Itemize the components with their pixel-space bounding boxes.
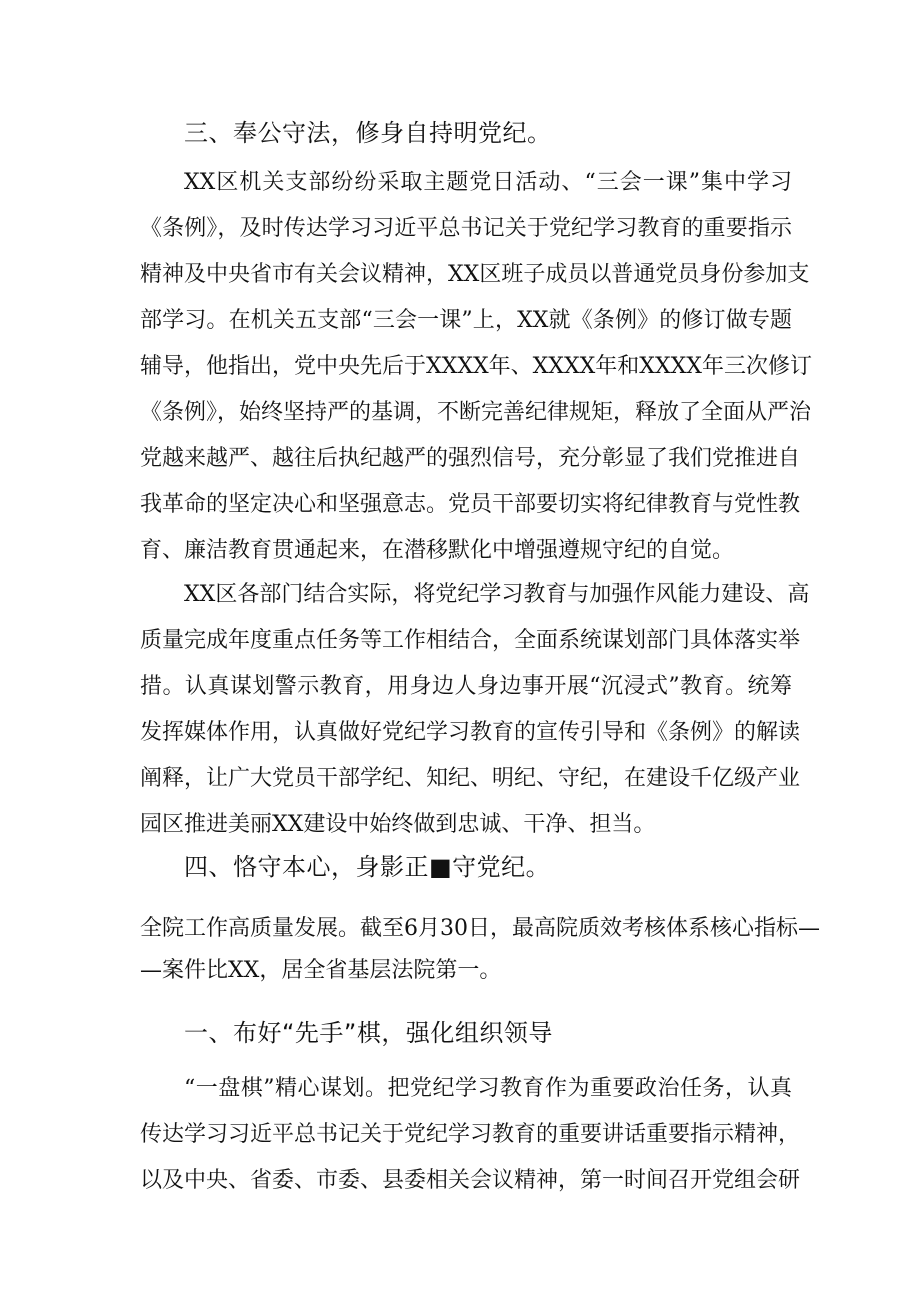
paragraph-line: 育、廉洁教育贯通起来，在潜移默化中增强遵规守纪的自觉。: [140, 538, 735, 563]
section-heading-1: 一、布好“先手”棋，强化组织领导: [184, 1019, 553, 1047]
paragraph-3: [140, 908, 820, 992]
paragraph-line: XX区机关支部纷纷采取主题党日活动、“三会一课”集中学习: [184, 170, 792, 195]
paragraph-1: [140, 160, 812, 574]
paragraph-line: 辅导，他指出，党中央先后于XXXX年、XXXX年和XXXX年三次修订: [140, 354, 812, 379]
paragraph-line: —案件比XX，居全省基层法院第一。: [140, 958, 502, 983]
paragraph-line: 园区推进美丽XX建设中始终做到忠诚、干净、担当。: [140, 812, 656, 837]
paragraph-line: 质量完成年度重点任务等工作相结合，全面系统谋划部门具体落实举: [140, 628, 801, 653]
paragraph-2: [140, 572, 810, 848]
paragraph-4: [140, 1066, 801, 1204]
paragraph-line: 党越来越严、越往后执纪越严的强烈信号，充分彰显了我们党推进自: [140, 446, 801, 471]
paragraph-line: “一盘棋”精心谋划。把党纪学习教育作为重要政治任务，认真: [184, 1076, 792, 1101]
paragraph-line: 全院工作高质量发展。截至6月30日，最高院质效考核体系核心指标—: [140, 916, 820, 941]
paragraph-line: 精神及中央省市有关会议精神，XX区班子成员以普通党员身份参加支: [140, 262, 810, 287]
paragraph-line: 我革命的坚定决心和坚强意志。党员干部要切实将纪律教育与党性教: [140, 492, 801, 517]
paragraph-line: 阐释，让广大党员干部学纪、知纪、明纪、守纪，在建设千亿级产业: [140, 766, 801, 791]
paragraph-line: 部学习。在机关五支部“三会一课”上，XX就《条例》的修订做专题: [140, 308, 792, 333]
paragraph-line: 以及中央、省委、市委、县委相关会议精神，第一时间召开党组会研: [140, 1168, 801, 1193]
paragraph-line: 传达学习习近平总书记关于党纪学习教育的重要讲话重要指示精神，: [140, 1122, 801, 1147]
section-heading-4: 四、恪守本心，身影正■守党纪。: [184, 853, 551, 881]
paragraph-line: 《条例》，及时传达学习习近平总书记关于党纪学习教育的重要指示: [140, 216, 792, 241]
paragraph-line: 发挥媒体作用，认真做好党纪学习教育的宣传引导和《条例》的解读: [140, 720, 801, 745]
section-heading-3: 三、奉公守法，修身自持明党纪。: [184, 119, 552, 147]
paragraph-line: XX区各部门结合实际，将党纪学习教育与加强作风能力建设、高: [184, 582, 810, 607]
paragraph-line: 《条例》，始终坚持严的基调，不断完善纪律规矩，释放了全面从严治: [140, 400, 812, 425]
paragraph-line: 措。认真谋划警示教育，用身边人身边事开展“沉浸式”教育。统筹: [140, 674, 792, 699]
